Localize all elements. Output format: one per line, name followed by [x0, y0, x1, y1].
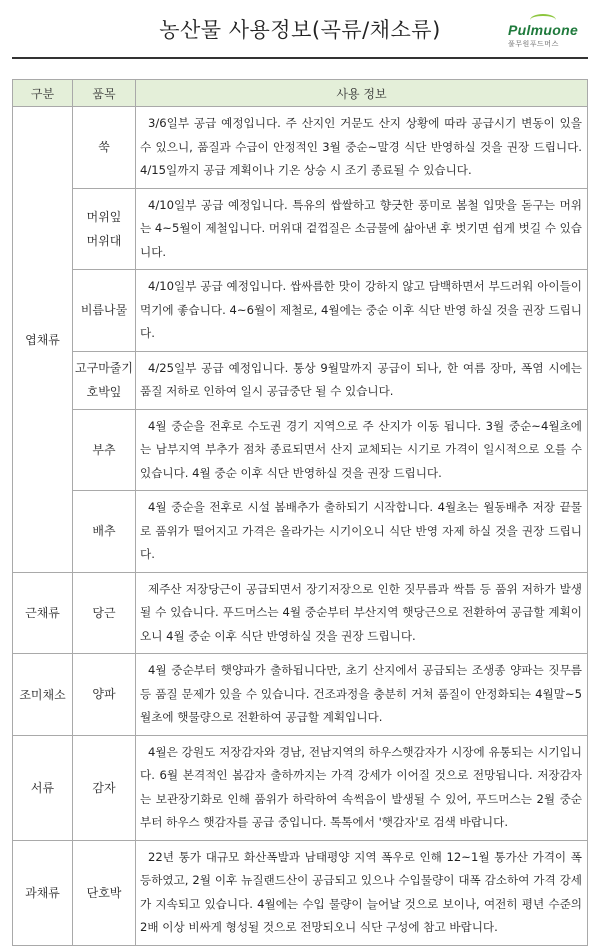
- table-row: [13, 188, 588, 270]
- item-name: 양파: [92, 687, 116, 702]
- item-cell: [73, 572, 136, 654]
- item-cell: [73, 735, 136, 840]
- info-cell: [136, 840, 588, 945]
- info-cell: [136, 654, 588, 736]
- category-cell: 서류: [13, 735, 73, 840]
- info-table: [12, 79, 588, 946]
- info-cell: [136, 409, 588, 491]
- table-row: [13, 840, 588, 945]
- info-text: 4/25일부 공급 예정입니다. 통상 9월말까지 공급이 되나, 한 여름 장마, 폭염 시에는 품질 저하로 인하여 일시 공급중단 될 수 있습니다.: [140, 360, 582, 398]
- table-row: [13, 409, 588, 491]
- title-divider: [12, 57, 588, 59]
- info-cell: [136, 351, 588, 409]
- page-title: 농산물 사용정보(곡류/채소류): [159, 18, 441, 42]
- category-cell: 조미채소: [13, 654, 73, 736]
- item-name: 부추: [92, 442, 116, 457]
- info-text: 제주산 저장당근이 공급되면서 장기저장으로 인한 짓무름과 싹틈 등 품위 저하가 발생될 수 있습니다. 푸드머스는 4월 중순부터 부산지역 햇당근으로 전환하여 공급할 계획이오니 4월 중순 이후 식단 반영하실 것을 권장 드립니다.: [140, 581, 582, 643]
- item-cell: [73, 270, 136, 352]
- category-cell: 과채류: [13, 840, 73, 945]
- info-text: 4/10일부 공급 예정입니다. 쌉싸름한 맛이 강하지 않고 담백하면서 부드러워 아이들이 먹기에 좋습니다. 4~6월이 제철로, 4월에는 중순 이후 식단 반영 하실 것을 권장 드립니다.: [140, 279, 582, 340]
- item-name: 단호박: [86, 885, 122, 900]
- table-header-row: [13, 80, 588, 107]
- info-cell: [136, 188, 588, 270]
- item-name: 비름나물: [80, 303, 128, 318]
- table-row: [13, 107, 588, 189]
- info-text: 4월은 강원도 저장감자와 경남, 전남지역의 하우스햇감자가 시장에 유통되는 시기입니다. 6월 본격적인 봄감자 출하까지는 가격 강세가 이어질 것으로 전망됩니다. 저장감자는 보관장기화로 인해 품위가 하락하여 속썩음이 발생될 수 있어, 푸드머스는 2월 중순부터 하우스 햇감자를 공급 중입니다. 톡톡에서 '햇감자'로 검색 바랍니다.: [140, 744, 582, 829]
- header-category: 구분: [13, 80, 73, 107]
- item-name: 호박잎: [86, 385, 122, 399]
- leaf-icon: [530, 14, 556, 26]
- item-cell: [73, 188, 136, 270]
- item-cell: [73, 351, 136, 409]
- table-row: [13, 735, 588, 840]
- logo-subtitle: 풀무원푸드머스: [508, 40, 559, 48]
- info-cell: [136, 735, 588, 840]
- item-cell: [73, 654, 136, 736]
- item-cell: [73, 491, 136, 573]
- info-text: 22년 통가 대규모 화산폭발과 남태평양 지역 폭우로 인해 12~1월 통가산 가격이 폭등하였고, 2월 이후 뉴질랜드산이 공급되고 있으나 수입물량이 대폭 감소하여 가격 강세가 지속되고 있습니다. 4월에는 수입 물량이 늘어날 것으로 보이나, 여전히 평년 수준의 2배 이상 비싸게 형성될 것으로 전망되오니 식단 구성에 참고 바랍니다.: [140, 849, 582, 934]
- info-cell: [136, 270, 588, 352]
- info-text: 3/6일부 공급 예정입니다. 주 산지인 거문도 산지 상황에 따라 공급시기 변동이 있을 수 있으니, 품질과 수급이 안정적인 3월 중순~말경 식단 반영하실 것을 권장 드립니다. 4/15일까지 공급 계획이나 기온 상승 시 조기 종료될 수 있습니다.: [140, 116, 582, 177]
- item-cell: [73, 840, 136, 945]
- info-text: 4월 중순을 전후로 수도권 경기 지역으로 주 산지가 이동 됩니다. 3월 중순~4월초에는 남부지역 부추가 점차 종료되면서 산지 교체되는 시기로 가격이 일시적으로 오를 수 있습니다. 4월 중순 이후 식단 반영하실 것을 권장 드립니다.: [140, 418, 582, 480]
- info-text: 4/10일부 공급 예정입니다. 특유의 쌉쌀하고 향긋한 풍미로 봄철 입맛을 돋구는 머위는 4~5월이 제철입니다. 머위대 겉껍질은 소금물에 삶아낸 후 벗기면 쉽게 벗길 수 있습니다.: [140, 197, 582, 259]
- item-name: 당근: [92, 605, 116, 620]
- item-name: 쑥: [98, 140, 110, 155]
- info-text: 4월 중순부터 햇양파가 출하됩니다만, 초기 산지에서 공급되는 조생종 양파는 짓무름 등 품질 문제가 있을 수 있습니다. 건조과정을 충분히 거쳐 품질이 안정화되는 4월말~5월초에 햇물량으로 전환하여 공급할 계획입니다.: [140, 663, 582, 724]
- header-info: 사용 정보: [136, 80, 588, 107]
- info-cell: [136, 107, 588, 189]
- item-name: 배추: [92, 524, 116, 539]
- info-cell: [136, 572, 588, 654]
- item-name: 고구마줄기: [75, 361, 133, 375]
- header-item: 품목: [73, 80, 136, 107]
- table-row: [13, 572, 588, 654]
- table-row: [13, 270, 588, 352]
- table-row: [13, 491, 588, 573]
- info-text: 4월 중순을 전후로 시설 봄배추가 출하되기 시작합니다. 4월초는 월동배추 저장 끝물로 품위가 떨어지고 가격은 올라가는 시기이오니 식단 반영 자제 하실 것을 권장 드립니다.: [140, 500, 582, 561]
- table-row: [13, 351, 588, 409]
- info-cell: [136, 491, 588, 573]
- item-name: 머위대: [86, 233, 122, 248]
- page-header: [0, 0, 600, 60]
- table-row: [13, 654, 588, 736]
- category-cell: 엽채류: [13, 107, 73, 573]
- item-cell: [73, 107, 136, 189]
- item-name: 머위잎: [86, 209, 122, 224]
- logo-brand: Pulmuone: [508, 22, 579, 38]
- item-cell: [73, 409, 136, 491]
- item-name: 감자: [92, 780, 116, 795]
- category-cell: 근채류: [13, 572, 73, 654]
- brand-logo: [508, 22, 578, 49]
- table-body: [13, 107, 588, 946]
